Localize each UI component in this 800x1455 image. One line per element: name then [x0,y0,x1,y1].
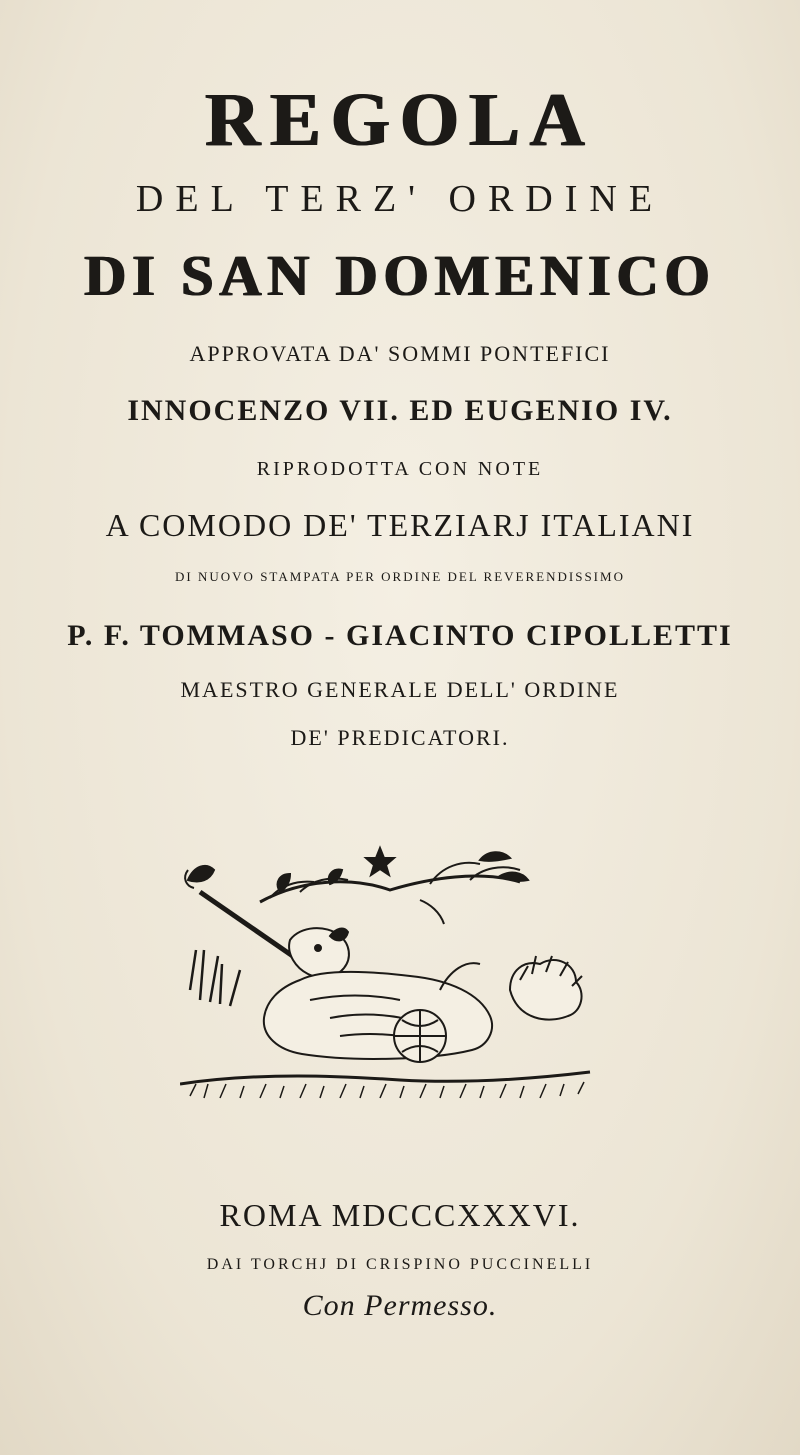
title-regola: REGOLA [205,78,595,162]
role-line: MAESTRO GENERALE DELL' ORDINE [180,677,620,702]
author-line: P. F. TOMMASO - GIACINTO CIPOLLETTI [67,619,733,652]
imprint-permission: Con Permesso. [302,1289,498,1322]
title-san-domenico: DI SAN DOMENICO [84,243,716,308]
order-line: DE' PREDICATORI. [290,725,510,750]
popes-line: INNOCENZO VII. ED EUGENIO IV. [127,394,673,427]
dog-with-torch-emblem-icon [180,840,600,1120]
audience-line: A COMODO DE' TERZIARJ ITALIANI [105,507,695,543]
approval-line: APPROVATA DA' SOMMI PONTEFICI [189,341,611,366]
imprint-printer: DAI TORCHJ DI CRISPINO PUCCINELLI [206,1256,594,1273]
imprint-place-year: ROMA MDCCCXXXVI. [219,1197,581,1233]
reproduced-line: RIPRODOTTA CON NOTE [256,458,544,480]
title-terz-ordine: DEL TERZ' ORDINE [135,178,665,220]
reprint-line: DI NUOVO STAMPATA PER ORDINE DEL REVERENDISSIMO [175,569,625,584]
